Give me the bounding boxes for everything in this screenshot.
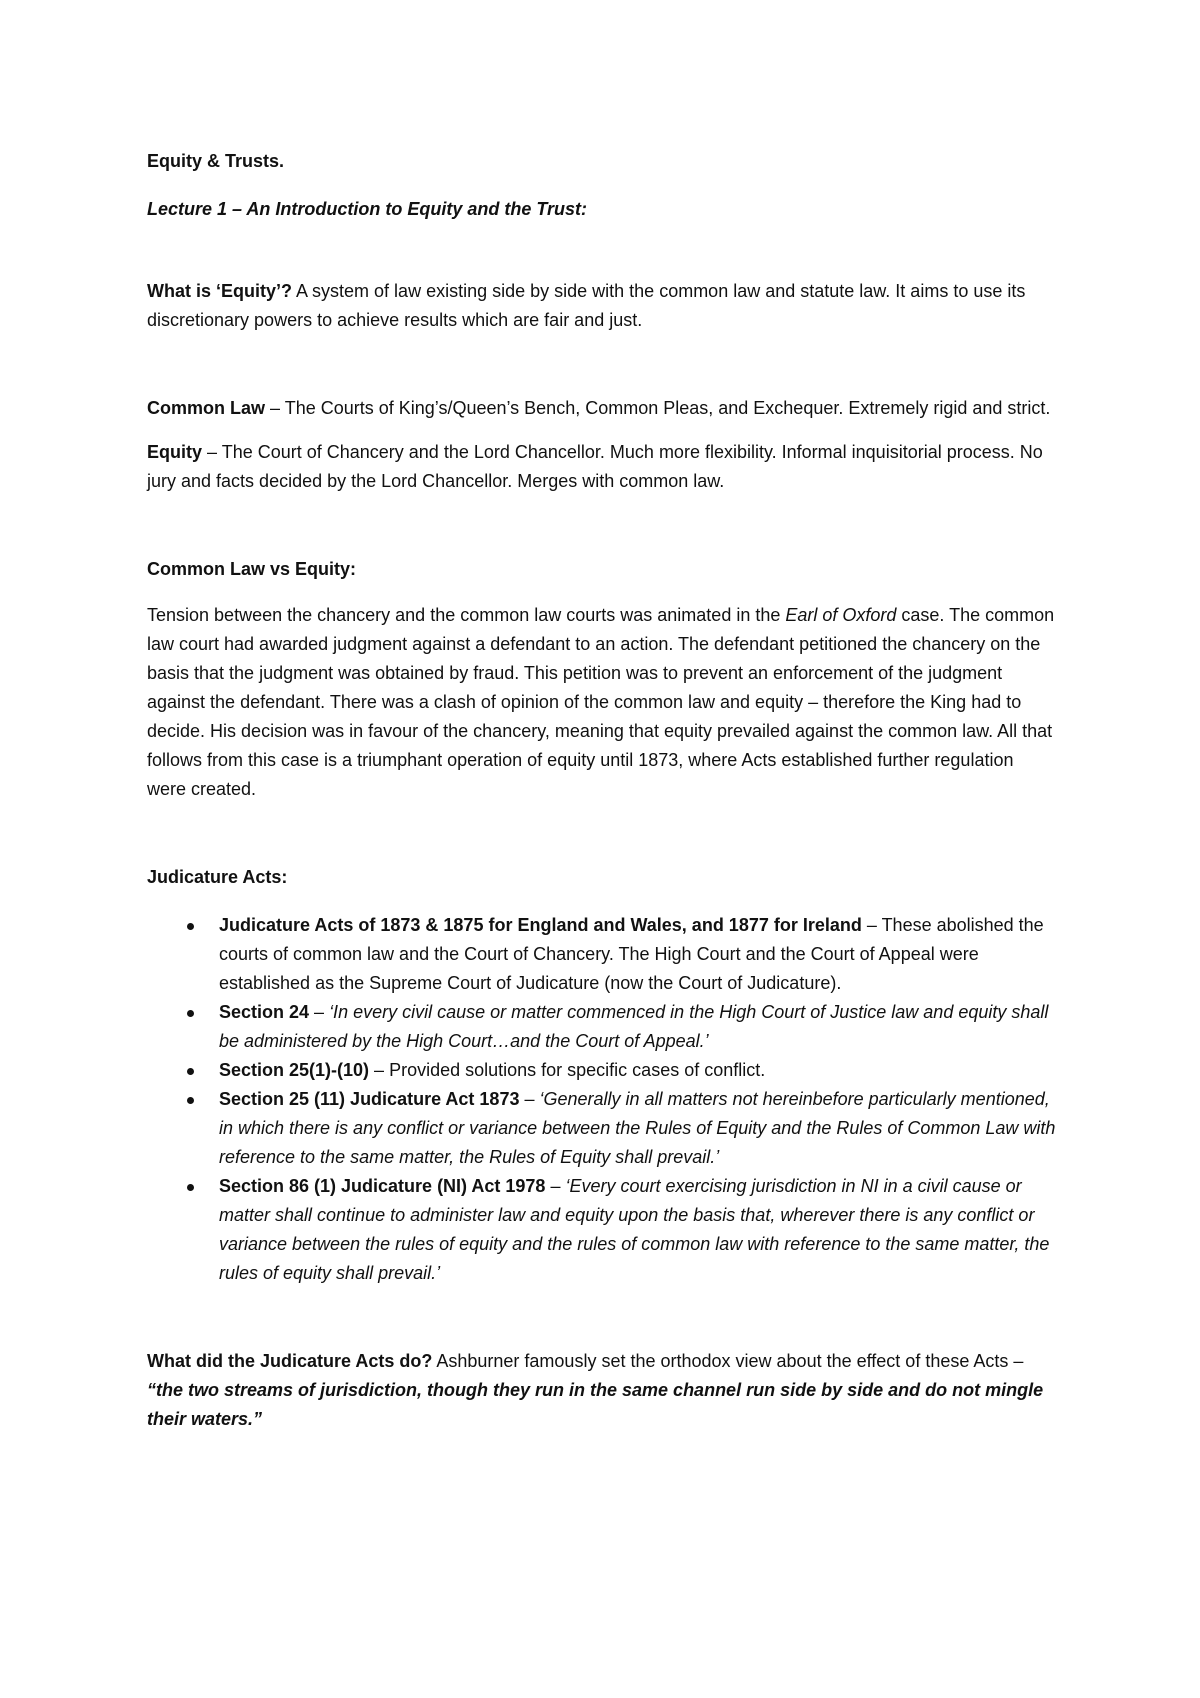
equity-text: – The Court of Chancery and the Lord Chancellor. Much more flexibility. Informal inquisitorial process. No jury and facts decided by the Lord Chancellor. Merges with common law. bbox=[147, 442, 1043, 491]
bullet-icon bbox=[187, 1097, 194, 1104]
bullet-term: Section 25(1)-(10) bbox=[219, 1060, 370, 1080]
judicature-bullet-list bbox=[147, 911, 1057, 1288]
bullet-dash: – bbox=[309, 1002, 330, 1022]
case-name: Earl of Oxford bbox=[785, 605, 897, 625]
bullet-dash: – bbox=[861, 915, 882, 935]
bullet-term: Section 86 (1) Judicature (NI) Act 1978 bbox=[219, 1176, 546, 1196]
common-law-text: – The Courts of King’s/Queen’s Bench, Common Pleas, and Exchequer. Extremely rigid and strict. bbox=[265, 398, 1051, 418]
bullet-text: Provided solutions for specific cases of conflict. bbox=[389, 1060, 766, 1080]
equity-term: Equity bbox=[147, 442, 203, 462]
common-law-vs-equity-heading: Common Law vs Equity: bbox=[147, 559, 357, 579]
list-item bbox=[147, 1172, 1057, 1288]
ashburner-quote: “the two streams of jurisdiction, though they run in the same channel run side by side and do not mingle their waters.” bbox=[147, 1380, 1044, 1429]
lecture-heading: Lecture 1 – An Introduction to Equity and the Trust: bbox=[147, 199, 588, 219]
bullet-term: Judicature Acts of 1873 & 1875 for England and Wales, and 1877 for Ireland bbox=[219, 915, 862, 935]
list-item bbox=[147, 1056, 1057, 1085]
what-did-question: What did the Judicature Acts do? bbox=[147, 1351, 433, 1371]
common-law-term: Common Law bbox=[147, 398, 266, 418]
bullet-dash: – bbox=[369, 1060, 390, 1080]
what-is-equity-term: What is ‘Equity’? bbox=[147, 281, 293, 301]
bullet-icon bbox=[187, 1068, 194, 1075]
bullet-icon bbox=[187, 923, 194, 930]
list-item bbox=[147, 911, 1057, 998]
what-is-equity-paragraph bbox=[147, 277, 1057, 335]
tension-text-before: Tension between the chancery and the common law courts was animated in the bbox=[147, 605, 786, 625]
bullet-text: These abolished the courts of common law and the Court of Chancery. The High Court and the Court of Appeal were established as the Supreme Court of Judicature (now the Court of Judicature). bbox=[219, 915, 1044, 993]
document-page bbox=[147, 147, 1057, 1434]
bullet-icon bbox=[187, 1010, 194, 1017]
common-law-paragraph bbox=[147, 394, 1057, 423]
judicature-acts-heading: Judicature Acts: bbox=[147, 867, 288, 887]
bullet-icon bbox=[187, 1184, 194, 1191]
bullet-quote: ‘In every civil cause or matter commenced in the High Court of Justice law and equity shall be administered by the High Court…and the Court of Appeal.’ bbox=[219, 1002, 1049, 1051]
what-did-paragraph bbox=[147, 1347, 1057, 1434]
what-is-equity-text: A system of law existing side by side with the common law and statute law. It aims to use its discretionary powers to achieve results which are fair and just. bbox=[147, 281, 1026, 330]
bullet-dash: – bbox=[545, 1176, 566, 1196]
tension-text-after: case. The common law court had awarded judgment against a defendant to an action. The defendant petitioned the chancery on the basis that the judgment was obtained by fraud. This petition was to prevent an enforcement of the judgment against the defendant. There was a clash of opinion of the common law and equity – therefore the King had to decide. His decision was in favour of the chancery, meaning that equity prevailed against the common law. All that follows from this case is a triumphant operation of equity until 1873, where Acts established further regulation were created. bbox=[147, 605, 1055, 799]
bullet-dash: – bbox=[519, 1089, 540, 1109]
bullet-term: Section 24 bbox=[219, 1002, 310, 1022]
bullet-quote: ‘Generally in all matters not hereinbefore particularly mentioned, in which there is any conflict or variance between the Rules of Equity and the Rules of Common Law with reference to the same matter, the Rules of Equity shall prevail.’ bbox=[219, 1089, 1056, 1167]
tension-paragraph bbox=[147, 601, 1057, 804]
what-did-text: Ashburner famously set the orthodox view about the effect of these Acts – bbox=[432, 1351, 1024, 1371]
list-item bbox=[147, 998, 1057, 1056]
bullet-term: Section 25 (11) Judicature Act 1873 bbox=[219, 1089, 520, 1109]
list-item bbox=[147, 1085, 1057, 1172]
bullet-quote: ‘Every court exercising jurisdiction in NI in a civil cause or matter shall continue to administer law and equity upon the basis that, wherever there is any conflict or variance between the rules of equity and the rules of common law with reference to the same matter, the rules of equity shall prevail.’ bbox=[219, 1176, 1050, 1283]
document-title: Equity & Trusts. bbox=[147, 151, 285, 171]
equity-paragraph bbox=[147, 438, 1057, 496]
